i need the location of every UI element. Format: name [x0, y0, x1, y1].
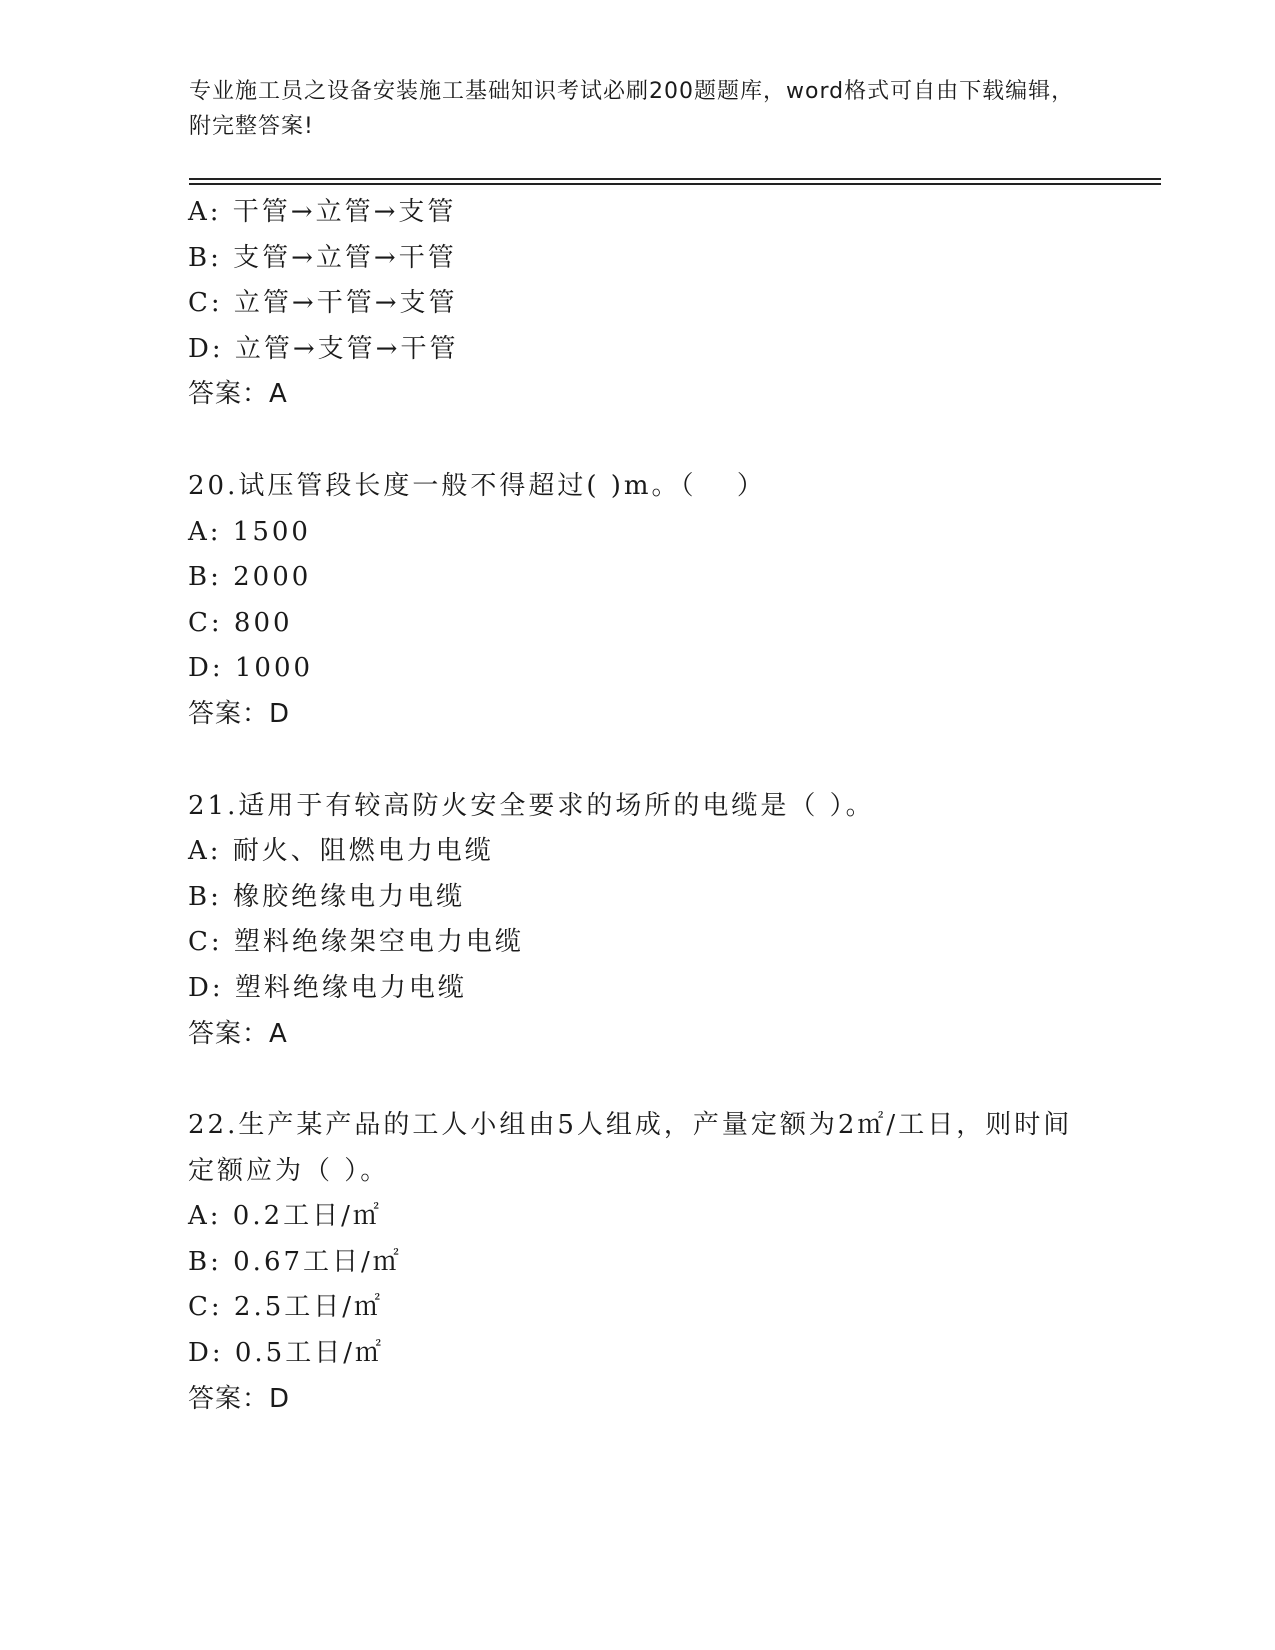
option-a: A: 1500: [188, 516, 311, 547]
spacer: [188, 418, 1088, 464]
answer: 答案：D: [188, 698, 291, 729]
question-block: [188, 190, 1088, 418]
option-c: C: 塑料绝缘架空电力电缆: [188, 927, 524, 958]
question-block: [188, 784, 1088, 1058]
answer: 答案：A: [188, 379, 288, 410]
option-b: B: 2000: [188, 562, 312, 593]
option-a: A: 干管→立管→支管: [188, 197, 457, 227]
question-block: [188, 1103, 1088, 1422]
header-divider-bottom: [189, 183, 1161, 185]
question-text: 22.生产某产品的工人小组由5人组成，产量定额为2㎡/工日，则时间定额应为（ ）。: [188, 1110, 1073, 1186]
option-a: A: 0.2工日/㎡: [188, 1201, 382, 1232]
option-c: C: 2.5工日/㎡: [188, 1292, 384, 1323]
document-title: 专业施工员之设备安装施工基础知识考试必刷200题题库，word格式可自由下载编辑，附完整答案!: [189, 79, 1075, 139]
spacer: [188, 1057, 1088, 1103]
option-c: C: 立管→干管→支管: [188, 288, 458, 319]
question-list: [188, 190, 1088, 1422]
answer: 答案：A: [188, 1018, 288, 1049]
option-d: D: 塑料绝缘电力电缆: [188, 972, 467, 1003]
question-text: 20.试压管段长度一般不得超过( )m。（ ）: [188, 470, 766, 501]
option-c: C: 800: [188, 607, 293, 638]
option-b: B: 橡胶绝缘电力电缆: [188, 881, 466, 912]
option-a: A: 耐火、阻燃电力电缆: [188, 836, 494, 867]
question-text: 21.适用于有较高防火安全要求的场所的电缆是（ ）。: [188, 790, 875, 821]
spacer: [188, 738, 1088, 784]
option-d: D: 立管→支管→干管: [188, 333, 459, 364]
question-block: [188, 464, 1088, 738]
answer: 答案：D: [188, 1383, 291, 1414]
option-d: D: 1000: [188, 653, 314, 684]
option-b: B: 0.67工日/㎡: [188, 1246, 402, 1277]
option-d: D: 0.5工日/㎡: [188, 1338, 384, 1369]
header-divider-top: [189, 178, 1161, 180]
option-b: B: 支管→立管→干管: [188, 242, 457, 273]
